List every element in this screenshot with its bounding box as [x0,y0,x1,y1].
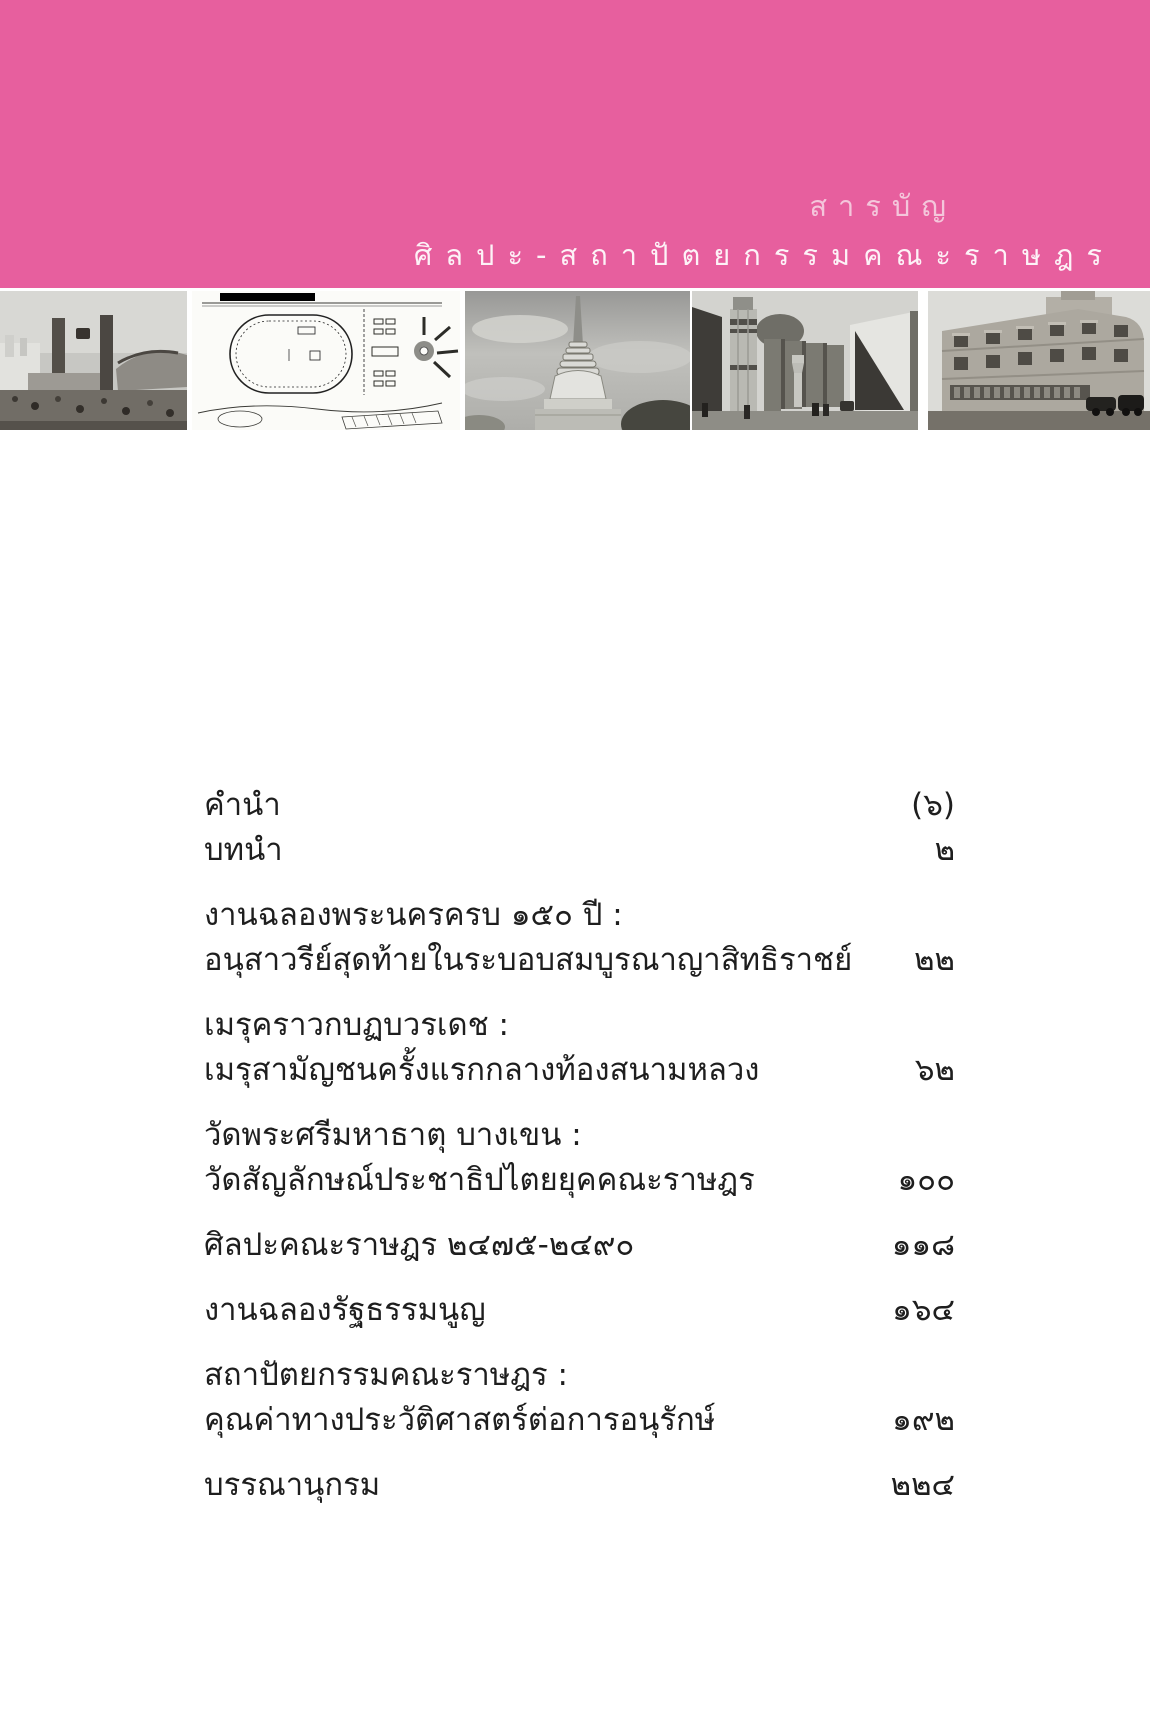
toc-page-number: ๑๙๒ [892,1402,955,1438]
toc-page-number: (๖) [911,787,955,823]
toc-entry-title [204,783,891,828]
toc-line: งานฉลองพระนครครบ ๑๕๐ ปี : [204,897,623,933]
toc-page-number: ๑๖๔ [892,1292,955,1328]
toc-line: สถาปัตยกรรมคณะราษฎร : [204,1357,568,1393]
header-banner [0,0,1150,288]
toc-line: งานฉลองรัฐธรรมนูญ [204,1292,486,1328]
toc-list [204,783,955,1508]
photo-strip [0,291,1150,430]
book-title: ศิลปะ-สถาปัตยกรรมคณะราษฎร [413,238,1115,272]
toc-entry-title [204,1288,872,1333]
stupa-photo [465,291,690,430]
bridge-celebration-photo [0,291,187,430]
toc-line: คุณค่าทางประวัติศาสตร์ต่อการอนุรักษ์ [204,1402,716,1438]
toc-entry-khana-ratsadon-art [204,1223,955,1268]
toc-entry-title [204,1003,895,1093]
toc-entry-150-years-celebration [204,893,955,983]
pavilion-tower-photo [692,291,918,430]
toc-page-number: ๒๒ [914,942,955,978]
site-plan-drawing [192,291,460,430]
toc-page-number: ๑๐๐ [897,1162,955,1198]
toc-entry-title [204,1353,872,1443]
toc-line: บรรณานุกรม [204,1467,381,1503]
toc-page-number: ๒๒๔ [890,1467,955,1503]
toc-line: เมรุสามัญชนครั้งแรกกลางท้องสนามหลวง [204,1052,760,1088]
toc-page-number: ๒ [934,832,955,868]
toc-line: บทนำ [204,832,283,868]
toc-entry-title [204,1113,877,1203]
toc-entry-boworadet-merus [204,1003,955,1093]
toc-page-number: ๖๒ [914,1052,955,1088]
toc-line: เมรุคราวกบฏบวรเดช : [204,1007,509,1043]
toc-entry-title [204,828,915,873]
toc-entry-title [204,893,894,983]
toc-entry-wat-phra-si-mahathat [204,1113,955,1203]
toc-line: อนุสาวรีย์สุดท้ายในระบอบสมบูรณาญาสิทธิราชย์ [204,942,853,978]
toc-line: คำนำ [204,787,281,823]
toc-entry-introduction [204,828,955,873]
toc-page-title: สารบัญ [809,189,957,223]
toc-entry-title [204,1463,871,1508]
toc-line: วัดพระศรีมหาธาตุ บางเขน : [204,1117,582,1153]
toc-entry-title [204,1223,872,1268]
modernist-building-photo [928,291,1150,430]
toc-entry-bibliography [204,1463,955,1508]
toc-entry-preface [204,783,955,828]
toc-page-number: ๑๑๘ [891,1227,955,1263]
toc-line: วัดสัญลักษณ์ประชาธิปไตยยุคคณะราษฎร [204,1162,755,1198]
toc-entry-architecture-conservation [204,1353,955,1443]
toc-entry-constitution-celebration [204,1288,955,1333]
toc-line: ศิลปะคณะราษฎร ๒๔๗๕-๒๔๙๐ [204,1227,635,1263]
